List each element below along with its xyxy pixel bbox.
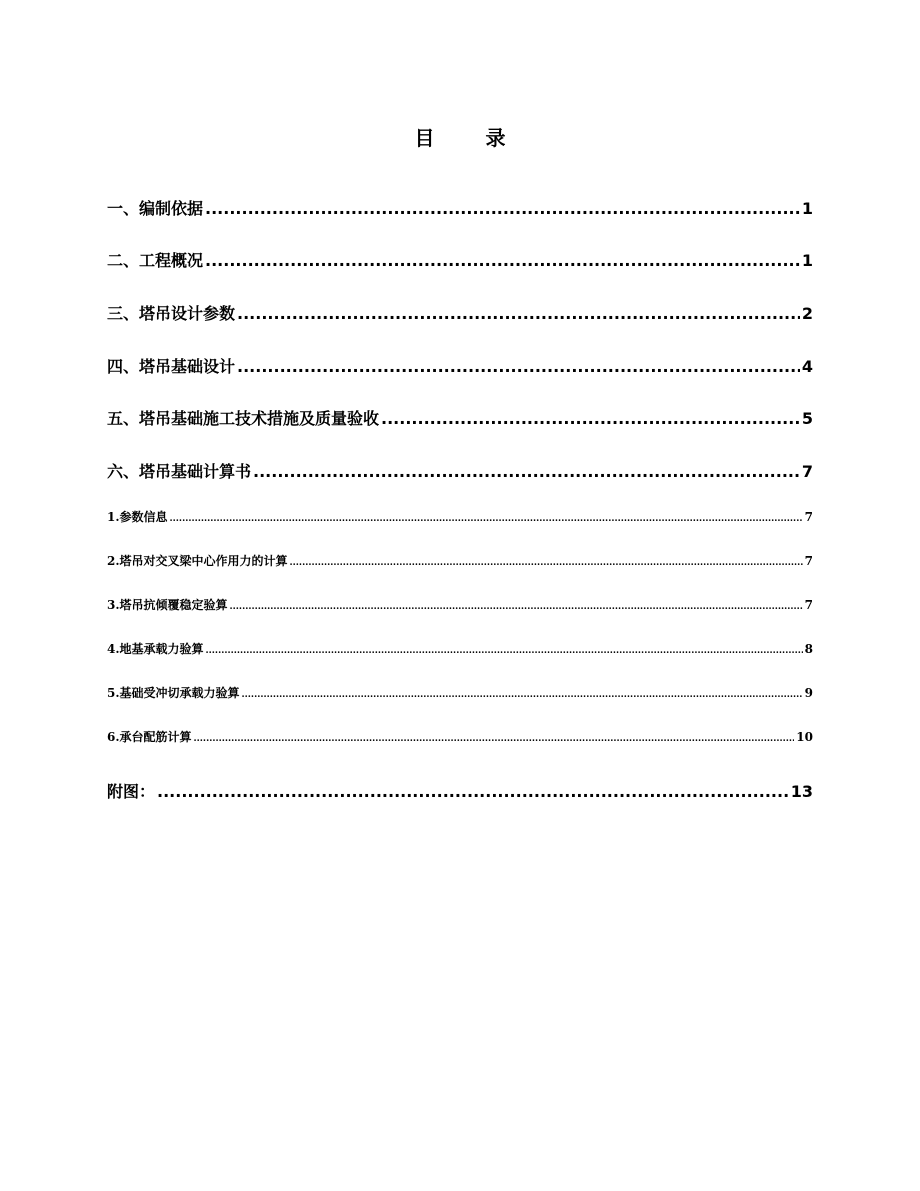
toc-dot-leader	[237, 304, 800, 323]
toc-entry-page: 7	[804, 598, 813, 612]
toc-entry-label: 附图：	[107, 782, 156, 801]
toc-entry-label: 4.地基承载力验算	[107, 642, 204, 656]
toc-entry-label: 2.塔吊对交叉梁中心作用力的计算	[107, 554, 288, 568]
toc-entry-label: 1.参数信息	[107, 510, 168, 524]
toc-entry-label: 六、塔吊基础计算书	[107, 462, 252, 481]
toc-subentry[interactable]	[107, 728, 813, 745]
toc-dot-leader	[206, 646, 803, 656]
toc-entry-page: 4	[801, 357, 813, 376]
toc-subentry[interactable]	[107, 596, 813, 613]
toc-entry-page: 5	[801, 409, 813, 428]
toc-entry-page: 8	[804, 642, 813, 656]
toc-entry-page: 1	[801, 251, 813, 270]
toc-entry-label: 五、塔吊基础施工技术措施及质量验收	[107, 409, 380, 428]
toc-entry[interactable]	[107, 779, 813, 802]
toc-entry-label: 5.基础受冲切承载力验算	[107, 686, 240, 700]
toc-entry-label: 6.承台配筋计算	[107, 730, 192, 744]
toc-entry[interactable]	[107, 406, 813, 429]
toc-subentry[interactable]	[107, 684, 813, 701]
toc-entry[interactable]	[107, 301, 813, 324]
toc-subentry[interactable]	[107, 552, 813, 569]
toc-entry-page: 2	[801, 304, 813, 323]
toc-entry[interactable]	[107, 354, 813, 377]
toc-entry-label: 二、工程概况	[107, 251, 204, 270]
toc-entry-label: 3.塔吊抗倾覆稳定验算	[107, 598, 228, 612]
toc-dot-leader	[230, 602, 803, 612]
toc-entry-page: 1	[801, 199, 813, 218]
toc-entry-page: 7	[804, 554, 813, 568]
toc-dot-leader	[290, 558, 803, 568]
toc-dot-leader	[194, 734, 795, 744]
toc-entry-page: 13	[790, 782, 813, 801]
toc-dot-leader	[170, 514, 803, 524]
toc-dot-leader	[381, 409, 800, 428]
toc-entry[interactable]	[107, 248, 813, 271]
toc-dot-leader	[242, 690, 803, 700]
toc-dot-leader	[157, 782, 789, 801]
toc-entry-page: 10	[796, 730, 813, 744]
toc-entry-page: 7	[804, 510, 813, 524]
toc-entry[interactable]	[107, 196, 813, 219]
toc-subentry[interactable]	[107, 640, 813, 657]
toc-dot-leader	[205, 251, 800, 270]
toc-dot-leader	[237, 357, 800, 376]
toc-entry[interactable]	[107, 459, 813, 482]
toc-entry-label: 四、塔吊基础设计	[107, 357, 236, 376]
toc-entry-page: 7	[801, 462, 813, 481]
toc-entry-page: 9	[804, 686, 813, 700]
toc-entry-label: 一、编制依据	[107, 199, 204, 218]
toc-subentry[interactable]	[107, 508, 813, 525]
toc-entry-label: 三、塔吊设计参数	[107, 304, 236, 323]
toc-dot-leader	[253, 462, 800, 481]
toc-dot-leader	[205, 199, 800, 218]
page-title: 目 录	[414, 126, 528, 150]
